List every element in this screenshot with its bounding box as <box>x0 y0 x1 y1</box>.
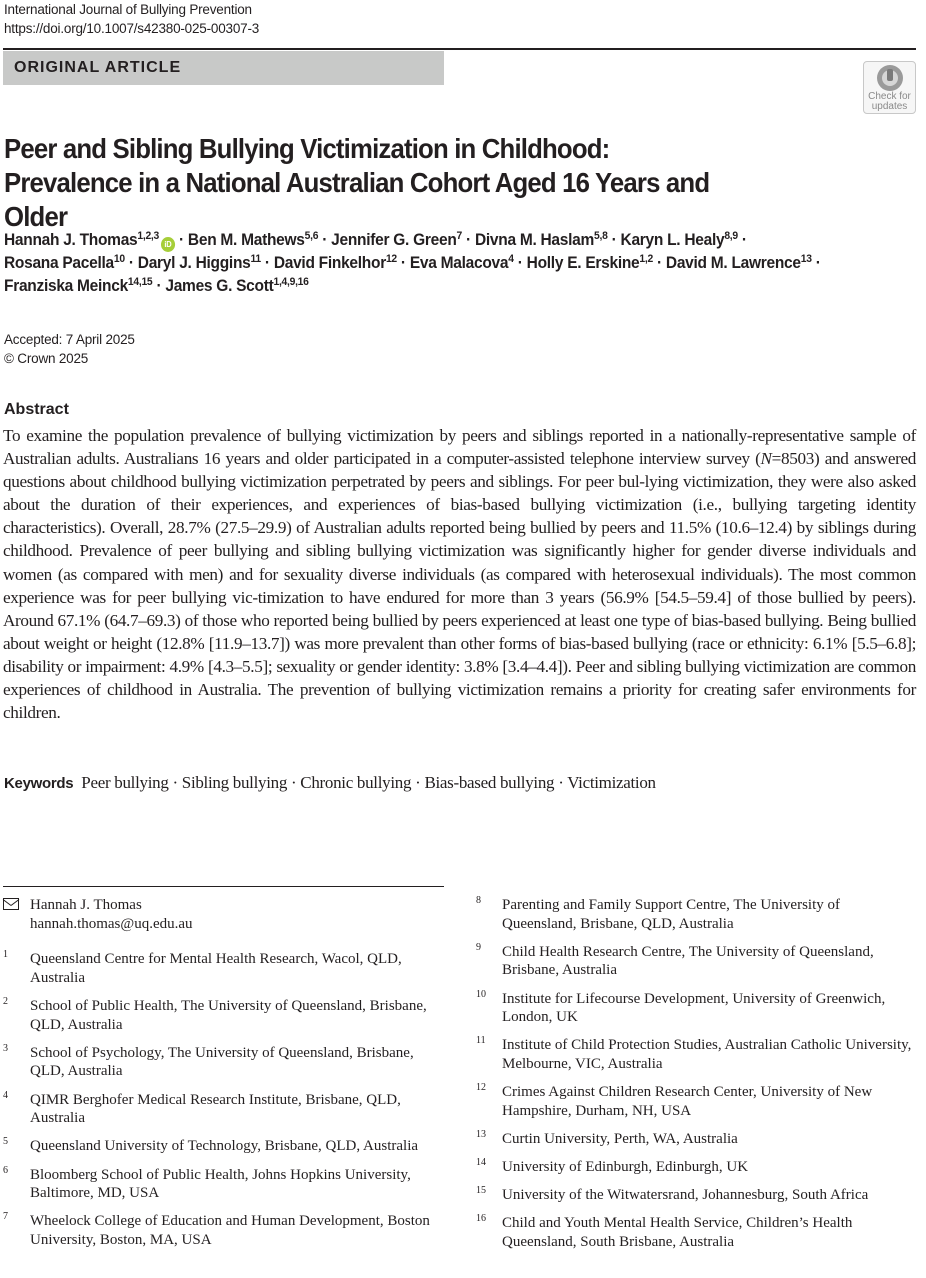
abstract-text: To examine the population prevalence of bullying victimization by peers and siblings reported in a nationally-representative sample of Australian adults. Australians 16 years and older participated in a computer-assisted telephone interview survey (N=8503) and answered questions about childhood bullying victimization perpetrated by peers and siblings. For peer bul-lying victimization, they were also asked about the duration of their experiences, and experiences of bias-based bullying victimization (i.e., bullying targeting identity characteristics). Overall, 28.7% (27.5–29.9) of Australian adults reported being bullied by peers and 11.5% (10.6–12.4) by siblings during childhood. Prevalence of peer bullying and sibling bullying victimization was significantly higher for gender diverse individuals and women (as compared with men) and for sexuality diverse individuals (as compared with heterosexual individuals). The most common experience was for peer bullying vic-timization to have endured for more than 3 years (56.9% [54.5–59.4] of those bullied by peers). Around 67.1% (64.7–69.3) of those who reported being bullied by peers experienced at least one type of bias-based bullying. Being bullied about weight or height (12.8% [11.9–13.7]) was more prevalent than other forms of bias-based bullying (race or ethnicity: 6.1% [5.5–6.8]; disability or impairment: 4.9% [4.3–5.5]; sexuality or gender identity: 3.8% [3.4–4.4]). Peer and sibling bullying victimization are common experiences of childhood in Australia. The prevention of bullying victimization remains a priority for creating safer environments for children. <box>3 426 917 723</box>
author[interactable]: Hannah J. Thomas$^{1,2,3}$ <box>4 230 159 249</box>
affiliation-item: 14 University of Edinburgh, Edinburgh, UK <box>476 1157 749 1176</box>
affiliation-item: 12 Crimes Against Children Research Center, University of New Hampshire, Durham, NH, USA <box>476 1082 873 1119</box>
author[interactable]: David Finkelhor$^{12}$ <box>273 253 397 272</box>
affiliation-item: 16 Child and Youth Mental Health Service, Children’s Health Queensland, South Brisbane, Australia <box>476 1213 853 1251</box>
check-for-updates-icon <box>877 65 903 91</box>
author[interactable]: Eva Malacova$^4$ <box>409 253 514 272</box>
affiliation-item: 3 School of Psychology, The University of Queensland, Brisbane, QLD, Australia <box>3 1042 414 1080</box>
keywords-label: Keywords <box>4 775 74 792</box>
keywords-list: Peer bullying · Sibling bullying · Chronic bullying · Bias-based bullying · Victimization <box>81 773 656 792</box>
affiliations-left-column <box>3 896 443 1259</box>
affiliation-item: 13 Curtin University, Perth, WA, Australia <box>476 1128 738 1147</box>
check-for-updates-label: Check for updates <box>868 91 911 112</box>
article-type-label: ORIGINAL ARTICLE <box>14 59 182 76</box>
affiliation-item: 11 Institute of Child Protection Studies, Australian Catholic University, Melbourne, VIC, Australia <box>476 1035 912 1072</box>
doi-link[interactable]: https://doi.org/10.1007/s42380-025-00307-3 <box>4 21 260 36</box>
article-title: Peer and Sibling Bullying Victimization in Childhood: Prevalence in a National Australian Cohort Aged 16 Years and Older <box>4 133 710 232</box>
check-for-updates-button[interactable] <box>863 61 916 114</box>
author[interactable]: Ben M. Mathews$^{5,6}$ <box>187 230 319 249</box>
affiliation-item: 1 Queensland Centre for Mental Health Research, Wacol, QLD, Australia <box>3 949 402 986</box>
article-type-banner <box>3 51 444 85</box>
orcid-icon[interactable]: iD <box>161 237 175 252</box>
abstract-heading: Abstract <box>4 401 69 418</box>
keywords <box>4 771 656 795</box>
accepted-date: Accepted: 7 April 2025 <box>4 332 135 347</box>
affiliations-right-column <box>476 896 916 1261</box>
affiliation-item: 8 Parenting and Family Support Centre, The University of Queensland, Brisbane, QLD, Australia <box>476 895 841 932</box>
author[interactable]: Jennifer G. Green$^7$ <box>331 230 463 249</box>
copyright: © Crown 2025 <box>4 351 89 366</box>
journal-name: International Journal of Bullying Prevention <box>4 2 252 17</box>
header-rule <box>3 48 916 50</box>
author[interactable]: Divna M. Haslam$^{5,8}$ <box>474 230 608 249</box>
affiliation-item: 9 Child Health Research Centre, The University of Queensland, Brisbane, Australia <box>476 941 874 979</box>
affiliation-item: 15 University of the Witwatersrand, Johannesburg, South Africa <box>476 1185 869 1204</box>
author[interactable]: Karyn L. Healy$^{8,9}$ <box>620 230 738 249</box>
author[interactable]: James G. Scott$^{1,4,9,16}$ <box>165 276 309 295</box>
affiliation-item: 5 Queensland University of Technology, Brisbane, QLD, Australia <box>3 1136 419 1155</box>
corresponding-author <box>3 896 443 933</box>
author-list: Hannah J. Thomas$^{1,2,3}$iD · Ben M. Mathews$^{5,6}$ · Jennifer G. Green$^7$ · Divna M. Haslam$^{5,8}$ · Karyn L. Healy$^{8,9}$ · Rosana Pacella$^{10}$ · Daryl J. Higgins$^{11}$ · David Finkelhor$^{12}$ · Eva Malacova$^4$ · Holly E. Erskine$^{1,2}$ · David M. Lawrence$^{13}$ · Franziska Meinck$^{14,15}$ · James G. Scott$^{1,4,9,16}$ <box>4 230 821 295</box>
author[interactable]: Daryl J. Higgins$^{11}$ <box>137 253 261 272</box>
affiliation-item: 10 Institute for Lifecourse Development, University of Greenwich, London, UK <box>476 988 886 1026</box>
affiliation-item: 2 School of Public Health, The University of Queensland, Brisbane, QLD, Australia <box>3 995 427 1033</box>
corresponding-author-name: Hannah J. Thomas <box>30 897 142 913</box>
author[interactable]: Franziska Meinck$^{14,15}$ <box>4 276 153 295</box>
author[interactable]: David M. Lawrence$^{13}$ <box>665 253 812 272</box>
footnote-rule <box>3 886 444 887</box>
affiliation-item: 4 QIMR Berghofer Medical Research Institute, Brisbane, QLD, Australia <box>3 1089 401 1127</box>
affiliation-item: 6 Bloomberg School of Public Health, Johns Hopkins University, Baltimore, MD, USA <box>3 1164 411 1202</box>
corresponding-author-email[interactable]: hannah.thomas@uq.edu.au <box>30 915 193 932</box>
affiliation-item: 7 Wheelock College of Education and Human Development, Boston University, Boston, MA, USA <box>3 1211 430 1248</box>
author[interactable]: Holly E. Erskine$^{1,2}$ <box>526 253 653 272</box>
author[interactable]: Rosana Pacella$^{10}$ <box>4 253 125 272</box>
envelope-icon <box>3 898 19 910</box>
